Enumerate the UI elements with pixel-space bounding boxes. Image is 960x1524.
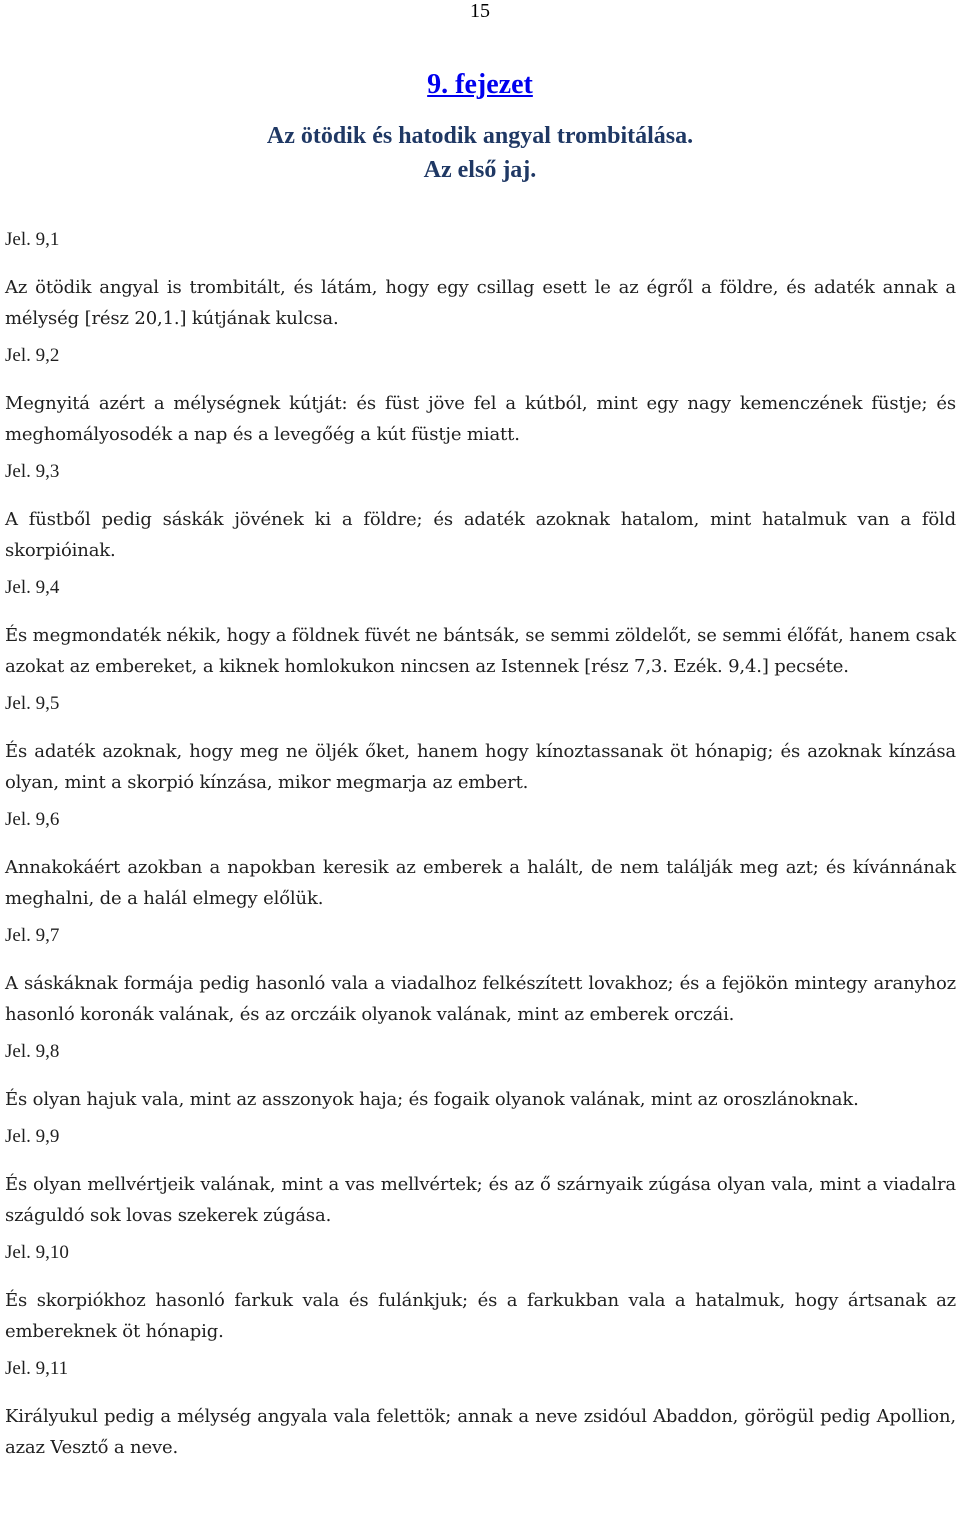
verse-reference: Jel. 9,6 — [5, 809, 60, 830]
verse-reference: Jel. 9,9 — [5, 1126, 60, 1147]
verse-reference: Jel. 9,10 — [5, 1242, 69, 1263]
chapter-title-link[interactable]: 9. fejezet — [427, 69, 533, 100]
verse-text: És olyan mellvértjeik valának, mint a vas mellvértek; és az ő szárnyaik zúgása olyan vala, mint a viadalra száguldó sok lovas szekerek zúgása. — [5, 1174, 956, 1226]
verse-text: A sáskáknak formája pedig hasonló vala a viadalhoz felkészített lovakhoz; és a fejökön mintegy aranyhoz hasonló koronák valának, és az orczáik olyanok valának, mint az emberek orczái. — [5, 973, 956, 1025]
verse-text: És skorpiókhoz hasonló farkuk vala és fulánkjuk; és a farkukban vala a hatalmuk, hogy ártsanak az embereknek öt hónapig. — [5, 1290, 956, 1342]
verse-reference: Jel. 9,2 — [5, 345, 60, 366]
verse-text: És megmondaték nékik, hogy a földnek füvét ne bántsák, se semmi zöldelőt, se semmi élőfát, hanem csak azokat az embereket, a kiknek homlokukon nincsen az Istennek [rész 7,3. Ezék. 9,4.] pecséte. — [5, 625, 956, 677]
verse-text: Megnyitá azért a mélységnek kútját: és füst jöve fel a kútból, mint egy nagy kemenczének füstje; és meghomályosodék a nap és a levegőég a kút füstje miatt. — [5, 393, 956, 445]
verse-text: A füstből pedig sáskák jövének ki a földre; és adaték azoknak hatalom, mint hatalmuk van a föld skorpióinak. — [5, 509, 956, 561]
verse-reference: Jel. 9,5 — [5, 693, 60, 714]
verse-reference: Jel. 9,11 — [5, 1358, 69, 1379]
verse-reference: Jel. 9,1 — [5, 229, 60, 250]
verse-text: És adaték azoknak, hogy meg ne öljék őket, hanem hogy kínoztassanak öt hónapig; és azoknak kínzása olyan, mint a skorpió kínzása, mikor megmarja az embert. — [5, 741, 956, 793]
verse-reference: Jel. 9,3 — [5, 461, 60, 482]
chapter-subheading: Az első jaj. — [423, 157, 537, 183]
verse-text: Az ötödik angyal is trombitált, és látám, hogy egy csillag esett le az égről a földre, és adaték annak a mélység [rész 20,1.] kútjának kulcsa. — [5, 277, 956, 329]
verse-text: És olyan hajuk vala, mint az asszonyok haja; és fogaik olyanok valának, mint az oroszlánoknak. — [5, 1089, 859, 1110]
verse-reference: Jel. 9,8 — [5, 1041, 60, 1062]
verse-text: Annakokáért azokban a napokban keresik az emberek a halált, de nem találják meg azt; és kívánnának meghalni, de a halál elmegy előlük. — [5, 857, 956, 909]
verse-list — [5, 228, 956, 1473]
verse-reference: Jel. 9,7 — [5, 925, 60, 946]
page-number: 15 — [470, 0, 490, 22]
verse-reference: Jel. 9,4 — [5, 577, 60, 598]
verse-text: Királyukul pedig a mélység angyala vala felettök; annak a neve zsidóul Abaddon, görögül pedig Apollion, azaz Vesztő a neve. — [5, 1406, 956, 1458]
chapter-subtitle: Az ötödik és hatodik angyal trombitálása. — [266, 123, 694, 149]
